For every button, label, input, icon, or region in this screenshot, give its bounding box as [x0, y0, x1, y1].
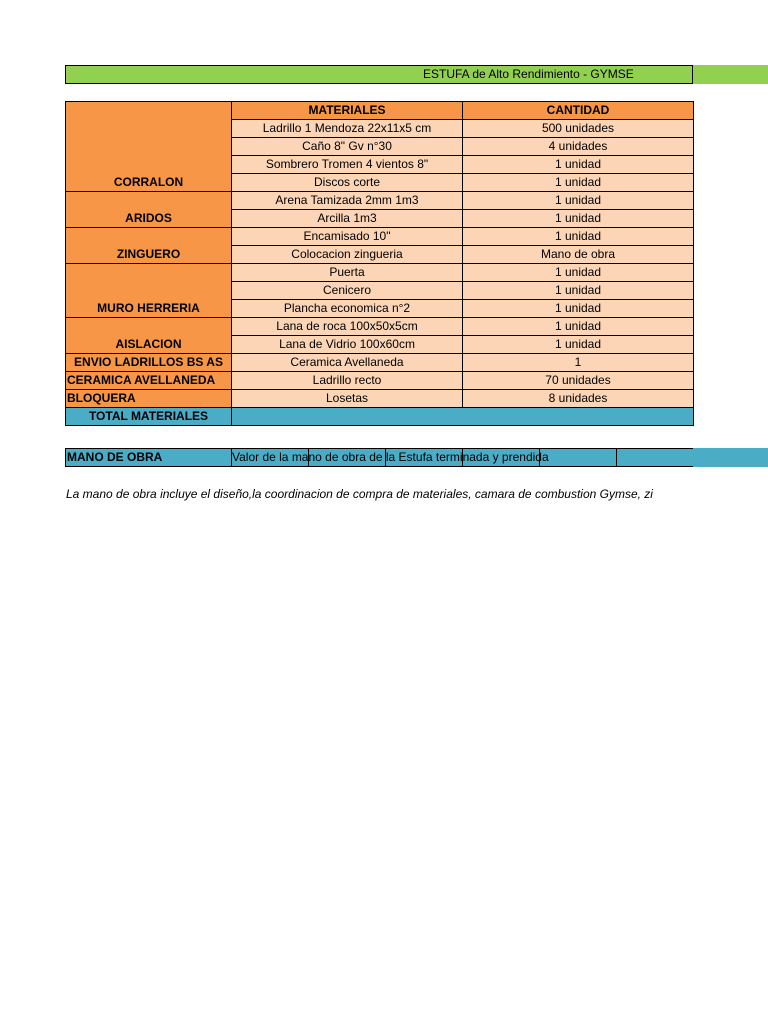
page-title: ESTUFA de Alto Rendimiento - GYMSE — [423, 67, 634, 81]
title-bar-extension — [693, 65, 768, 84]
quantity-cell: 4 unidades — [463, 138, 694, 156]
material-cell: Colocacion zingueria — [232, 246, 463, 264]
material-cell: Arena Tamizada 2mm 1m3 — [232, 192, 463, 210]
material-cell: Ceramica Avellaneda — [232, 354, 463, 372]
material-cell: Discos corte — [232, 174, 463, 192]
labor-description: Valor de la mano de obra de la Estufa terminada y prendida — [232, 450, 549, 464]
quantity-cell: 1 unidad — [463, 210, 694, 228]
category-ceramica: CERAMICA AVELLANEDA — [66, 372, 232, 390]
material-cell: Ladrillo recto — [232, 372, 463, 390]
category-zinguero: ZINGUERO — [66, 228, 232, 264]
material-cell: Lana de roca 100x50x5cm — [232, 318, 463, 336]
quantity-cell: Mano de obra — [463, 246, 694, 264]
material-cell: Puerta — [232, 264, 463, 282]
quantity-cell: 1 unidad — [463, 192, 694, 210]
quantity-cell: 70 unidades — [463, 372, 694, 390]
material-cell: Encamisado 10" — [232, 228, 463, 246]
table-row — [66, 390, 694, 408]
material-cell: Lana de Vidrio 100x60cm — [232, 336, 463, 354]
total-materials-value — [232, 408, 694, 426]
category-envio: ENVIO LADRILLOS BS AS — [66, 354, 232, 372]
labor-label: MANO DE OBRA — [66, 449, 232, 467]
labor-row-extension — [693, 448, 768, 467]
table-row — [66, 354, 694, 372]
quantity-cell: 1 unidad — [463, 282, 694, 300]
table-row — [66, 318, 694, 336]
table-row — [66, 228, 694, 246]
quantity-cell: 1 — [463, 354, 694, 372]
material-cell: Sombrero Tromen 4 vientos 8" — [232, 156, 463, 174]
table-row — [66, 192, 694, 210]
quantity-cell: 1 unidad — [463, 228, 694, 246]
category-aislacion: AISLACION — [66, 318, 232, 354]
materials-table — [65, 101, 694, 426]
header-quantity: CANTIDAD — [463, 102, 694, 120]
quantity-cell: 1 unidad — [463, 318, 694, 336]
quantity-cell: 1 unidad — [463, 336, 694, 354]
labor-cell — [617, 449, 694, 467]
table-header-row — [66, 102, 694, 120]
category-corralon: CORRALON — [66, 102, 232, 192]
total-row — [66, 408, 694, 426]
table-row — [66, 372, 694, 390]
quantity-cell: 8 unidades — [463, 390, 694, 408]
category-aridos: ARIDOS — [66, 192, 232, 228]
material-cell: Cenicero — [232, 282, 463, 300]
quantity-cell: 500 unidades — [463, 120, 694, 138]
material-cell: Plancha economica n°2 — [232, 300, 463, 318]
category-muro-herreria: MURO HERRERIA — [66, 264, 232, 318]
total-materials-label: TOTAL MATERIALES — [66, 408, 232, 426]
category-bloquera: BLOQUERA — [66, 390, 232, 408]
material-cell: Losetas — [232, 390, 463, 408]
quantity-cell: 1 unidad — [463, 264, 694, 282]
material-cell: Ladrillo 1 Mendoza 22x11x5 cm — [232, 120, 463, 138]
quantity-cell: 1 unidad — [463, 300, 694, 318]
quantity-cell: 1 unidad — [463, 156, 694, 174]
material-cell: Caño 8" Gv n°30 — [232, 138, 463, 156]
quantity-cell: 1 unidad — [463, 174, 694, 192]
labor-note: La mano de obra incluye el diseño,la coordinacion de compra de materiales, camara de combustion Gymse, zi — [66, 487, 653, 501]
material-cell: Arcilla 1m3 — [232, 210, 463, 228]
table-row — [66, 264, 694, 282]
labor-cell — [540, 449, 617, 467]
header-materials: MATERIALES — [232, 102, 463, 120]
